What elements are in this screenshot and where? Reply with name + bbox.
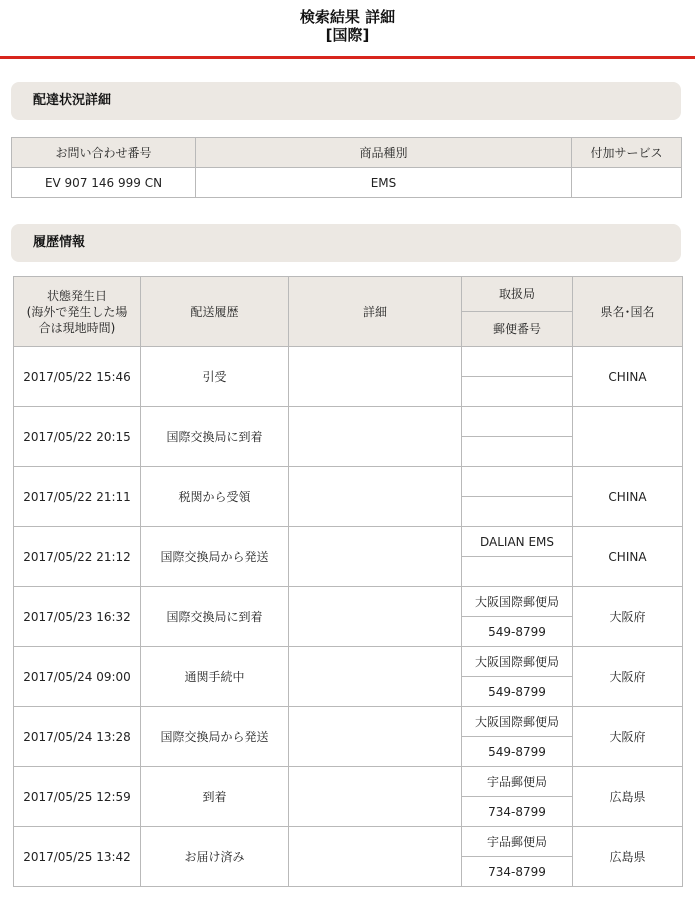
history-region: 大阪府 [573,587,683,647]
history-region: 大阪府 [573,647,683,707]
history-office: DALIAN EMS [462,527,573,557]
history-row [14,347,683,377]
history-date: 2017/05/22 21:11 [14,467,141,527]
history-postal [462,497,573,527]
history-region: 広島県 [573,767,683,827]
history-row [14,707,683,737]
history-region [573,407,683,467]
col-header-tracking-number: お問い合わせ番号 [12,138,196,168]
history-postal: 549-8799 [462,737,573,767]
col-header-office: 取扱局 [462,277,573,312]
status-section-header: 配達状況詳細 [11,82,681,120]
col-header-postal: 郵便番号 [462,312,573,347]
history-detail [289,347,462,407]
history-region: CHINA [573,347,683,407]
history-date: 2017/05/22 21:12 [14,527,141,587]
col-header-region: 県名･国名 [573,277,683,347]
history-date: 2017/05/22 20:15 [14,407,141,467]
history-date: 2017/05/24 09:00 [14,647,141,707]
status-table [11,137,682,198]
history-postal [462,557,573,587]
history-date: 2017/05/23 16:32 [14,587,141,647]
page-title-sub: [国際] [325,26,370,44]
page-title-main: 検索結果 詳細 [299,8,396,26]
history-event: 国際交換局から発送 [141,707,289,767]
history-postal: 734-8799 [462,797,573,827]
history-row [14,587,683,617]
history-event: 国際交換局から発送 [141,527,289,587]
status-table-header-row [12,138,682,168]
history-event: 到着 [141,767,289,827]
history-detail [289,647,462,707]
col-header-extra-service: 付加サービス [572,138,682,168]
history-postal [462,377,573,407]
history-header-row [14,277,683,312]
title-divider [0,56,695,59]
history-postal: 549-8799 [462,617,573,647]
col-header-date [14,277,141,347]
history-row [14,527,683,557]
history-detail [289,527,462,587]
history-table [13,276,683,887]
history-postal [462,437,573,467]
col-header-detail: 詳細 [289,277,462,347]
history-date: 2017/05/25 13:42 [14,827,141,887]
history-detail [289,467,462,527]
col-header-event: 配送履歴 [141,277,289,347]
extra-service [572,168,682,198]
page-title [0,8,695,44]
history-office: 大阪国際郵便局 [462,647,573,677]
history-postal: 549-8799 [462,677,573,707]
history-event: 引受 [141,347,289,407]
history-detail [289,407,462,467]
history-section-header: 履歴情報 [11,224,681,262]
history-office [462,407,573,437]
history-office: 大阪国際郵便局 [462,587,573,617]
history-row [14,647,683,677]
history-office [462,467,573,497]
history-office: 大阪国際郵便局 [462,707,573,737]
history-region: 大阪府 [573,707,683,767]
history-detail [289,587,462,647]
history-date: 2017/05/25 12:59 [14,767,141,827]
col-header-product-type: 商品種別 [196,138,572,168]
product-type: EMS [196,168,572,198]
history-office: 宇品郵便局 [462,767,573,797]
history-region: CHINA [573,467,683,527]
history-date: 2017/05/22 15:46 [14,347,141,407]
history-event: お届け済み [141,827,289,887]
history-event: 通関手続中 [141,647,289,707]
history-row [14,827,683,857]
tracking-number: EV 907 146 999 CN [12,168,196,198]
col-header-date-text: 状態発生日 (海外で発生した場合は現地時間) [26,288,128,335]
history-detail [289,827,462,887]
history-row [14,467,683,497]
history-detail [289,767,462,827]
history-event: 国際交換局に到着 [141,587,289,647]
status-table-row [12,168,682,198]
history-postal: 734-8799 [462,857,573,887]
history-body [14,347,683,887]
history-row [14,407,683,437]
history-date: 2017/05/24 13:28 [14,707,141,767]
history-office [462,347,573,377]
history-row [14,767,683,797]
history-detail [289,707,462,767]
history-region: 広島県 [573,827,683,887]
history-office: 宇品郵便局 [462,827,573,857]
history-event: 国際交換局に到着 [141,407,289,467]
history-event: 税関から受領 [141,467,289,527]
history-region: CHINA [573,527,683,587]
